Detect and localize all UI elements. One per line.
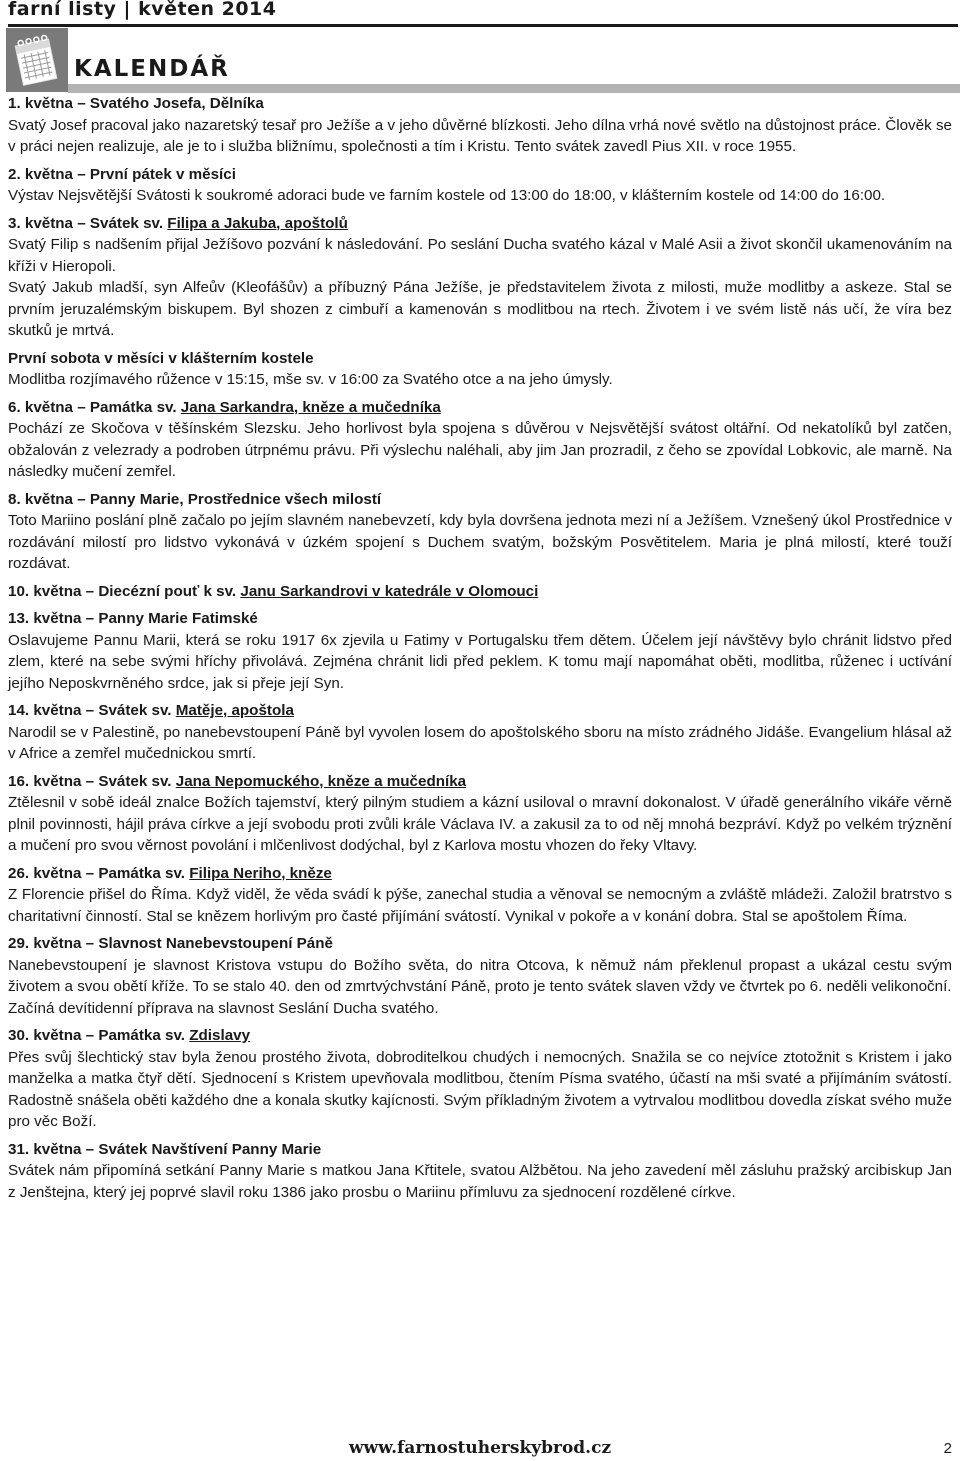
entry-paragraph: Svatý Jakub mladší, syn Alfeův (Kleofášův) a příbuzný Pána Ježíše, je představitelem života z milosti, muže modlitby a askeze. Stal se prvním jeruzalémským biskupem. Byl shozen z cimbuří a kamenován s modlitbou na rtech. Životem i ve svém listě nás učí, že víra bez skutků je mrtvá.: [8, 279, 952, 339]
entry-paragraph: Pochází ze Skočova v těšínském Slezsku. Jeho horlivost byla spojena s důvěrou v Nejsvětější svátost oltářní. Od nekatolíků byl zatčen, obžalován z velezrady a podroben útrpnému právu. Při výslechu naléhali, aby jim Jan prozradil, z čeho se zpovídal Lobkovic, ale marně. Na následky mučení zemřel.: [8, 420, 952, 480]
entry-title: [8, 1025, 952, 1047]
entry-paragraph: Narodil se v Palestině, po nanebevstoupení Páně byl vyvolen losem do apoštolského sboru na místo zrádného Jidáše. Evangelium hlásal až v Africe a zemřel mučednickou smrtí.: [8, 723, 952, 762]
entry-title-text: 26. května – Památka sv.: [8, 864, 190, 882]
entry-title-underlined: Matěje, apoštola: [175, 702, 294, 719]
entry-paragraph: Z Florencie přišel do Říma. Když viděl, že věda svádí k pýše, zanechal studia a věnoval se nemocným a zvláště mládeži. Založil bratrstvo s charitativní činností. Stal se knězem horlivým pro časté přijímání svátostí. Vynikal v pokoře a v konání dobra. Stal se apoštolem Říma.: [8, 886, 952, 925]
entry-paragraph: Svatý Josef pracoval jako nazaretský tesař pro Ježíše a v jeho důvěrné blízkosti. Jeho dílna vrhá nové světlo na důstojnost práce. Člověk se v práci nejen realizuje, ale je to i služba bližnímu, společnosti a tím i Kristu. Tento svátek zavedl Pius XII. v roce 1955.: [8, 116, 952, 155]
page-header: [8, 0, 958, 25]
entry-title-text: 6. května – Památka sv.: [8, 398, 181, 416]
entry-title-underlined: Filipa Neriho, kněze: [189, 864, 332, 882]
entry-paragraph: Svátek nám připomíná setkání Panny Marie s matkou Jana Křtitele, svatou Alžbětou. Na jeho zavedení měl zásluhu pražský arcibiskup Jan z Jenštejna, který jej poprvé slavil roku 1386 jako prosbu o Mariinu přímluvu za sjednocení rozdělené církve.: [8, 1162, 952, 1201]
entry-title-text: 16. května – Svátek sv.: [8, 772, 176, 790]
entry-paragraph: Oslavujeme Pannu Marii, která se roku 1917 6x zjevila u Fatimy v Portugalsku třem dětem. Účelem její návštěvy bylo chránit lidstvo před zlem, které na sebe svými hříchy přivolává. Zejména chránit lidi před peklem. K tomu mají napomáhat oběti, modlitba, růženec i uctívání jejího Neposkvrněného srdce, jak si přeje její Syn.: [8, 631, 952, 692]
entry-paragraph: Toto Mariino poslání plně začalo po jejím slavném nanebevzetí, kdy byla dovršena jednota mezi ní a Ježíšem. Vznešený úkol Prostřednice v rozdávání milostí pro lidstvo vykonává v úzkém spojení s Duchem svatým, božským Posvětitelem. Maria je plná milostí, které touží rozdávat.: [8, 512, 952, 572]
entry-title-text: 1. května – Svatého Josefa, Dělníka: [8, 95, 264, 112]
entry-title: [8, 1139, 952, 1161]
entry-title-text: 31. května – Svátek Navštívení Panny Marie: [8, 1140, 322, 1158]
entry-paragraph: Svatý Filip s nadšením přijal Ježíšovo pozvání k následování. Po seslání Ducha svatého kázal v Malé Asii a život skončil ukamenováním na kříži v Hieropoli.: [8, 236, 952, 275]
calendar-content: [8, 93, 952, 1209]
entry-title-text: 8. května – Panny Marie, Prostřednice všech milostí: [8, 490, 382, 508]
entry-title: [8, 213, 952, 235]
entry-title: [8, 397, 952, 419]
calendar-title-band: [68, 84, 960, 93]
entry-title-text: 30. května – Památka sv.: [8, 1027, 190, 1044]
entry-title-text: První sobota v měsíci v klášterním kostele: [8, 349, 314, 367]
section-title: KALENDÁŘ: [74, 56, 230, 82]
entry-title-text: 10. května – Diecézní pouť k sv.: [8, 582, 241, 600]
entry-title-text: 13. května – Panny Marie Fatimské: [8, 610, 258, 627]
entry-title: [8, 933, 952, 955]
entry-paragraph: Výstav Nejsvětější Svátosti k soukromé adoraci bude ve farním kostele od 13:00 do 18:00, v klášterním kostele od 14:00 do 16:00.: [8, 187, 886, 204]
calendar-entry: [8, 863, 952, 928]
entry-title: [8, 164, 952, 186]
entry-title: [8, 581, 952, 603]
entry-paragraph: Modlitba rozjímavého růžence v 15:15, mše sv. v 16:00 za Svatého otce a na jeho úmysly.: [8, 371, 613, 388]
entry-paragraph: Začíná devítidenní příprava na slavnost Seslání Ducha svatého.: [8, 999, 439, 1017]
calendar-entry: [8, 771, 952, 857]
calendar-entry: [8, 581, 952, 603]
entry-title-underlined: Zdislavy: [189, 1027, 251, 1044]
calendar-icon: [6, 28, 68, 92]
entry-title-underlined: Jana Nepomuckého, kněze a mučedníka: [175, 772, 467, 790]
calendar-entry: [8, 213, 952, 342]
entry-title: [8, 863, 952, 885]
calendar-entry: [8, 397, 952, 483]
calendar-entry: [8, 489, 952, 575]
entry-title: [8, 700, 952, 722]
entry-title-text: 2. května – První pátek v měsíci: [8, 165, 236, 183]
entry-title: [8, 348, 952, 370]
entry-title-text: 14. května – Svátek sv.: [8, 702, 176, 719]
entry-paragraph: Přes svůj šlechtický stav byla ženou prostého života, dobroditelkou chudých i nemocných. Snažila se co nejvíce ztotožnit s Kristem i jako manželka a matka čtyř dětí. Sjednocení s Kristem upevňovala modlitbou, čtením Písma svatého, účastí na mši svaté a přijímáním svátostí. Radostně snášela oběti každého dne a konala skutky kajícnosti. Svým příkladným životem a vytrvalou modlitbou dovedla získat svého muže pro věc Boží.: [8, 1048, 952, 1130]
entry-title: [8, 489, 952, 511]
calendar-entry: [8, 164, 952, 207]
entry-title: [8, 771, 952, 793]
calendar-banner: [6, 26, 960, 94]
calendar-entry: [8, 348, 952, 391]
calendar-entry: [8, 608, 952, 694]
calendar-entry: [8, 700, 952, 765]
calendar-entry: [8, 93, 952, 158]
entry-title: [8, 608, 952, 630]
calendar-entry: [8, 933, 952, 1019]
entry-title-underlined: Janu Sarkandrovi v katedrále v Olomouci: [240, 582, 539, 600]
entry-title: [8, 93, 952, 115]
entry-title-text: 3. května – Svátek sv.: [8, 214, 168, 232]
calendar-entry: [8, 1025, 952, 1133]
footer-url: www.farnostuherskybrod.cz: [348, 1438, 612, 1458]
entry-title-underlined: Filipa a Jakuba, apoštolů: [167, 214, 348, 232]
entry-paragraph: Nanebevstoupení je slavnost Kristova vstupu do Božího světa, do nitra Otcova, k němuž nám překlenul propast a ukázal cestu svým životem a svou obětí kříže. To se stalo 40. den od zmrtvýchvstání Páně, proto je tento svátek slaven vždy ve čtvrtek po 6. neděli velikonoční.: [8, 956, 952, 995]
calendar-entry: [8, 1139, 952, 1204]
page-number: 2: [943, 1440, 952, 1457]
header-title: farní listy | květen 2014: [8, 0, 277, 20]
entry-title-underlined: Jana Sarkandra, kněze a mučedníka: [180, 398, 441, 416]
entry-title-text: 29. května – Slavnost Nanebevstoupení Páně: [8, 935, 333, 952]
entry-paragraph: Ztělesnil v sobě ideál znalce Božích tajemství, který pilným studiem a kázní usiloval o mravní dokonalost. V úřadě generálního vikáře věrně plnil povinnosti, hájil práva církve a její svobodu proti zvůli krále Václava IV. a zakusil za to od něj mnohá bezpráví. Když po velkém trýznění a mučení pro svou věrnost povolání i mlčenlivost dodýchal, byl z Karlova mostu vhozen do řeky Vltavy.: [8, 794, 952, 854]
